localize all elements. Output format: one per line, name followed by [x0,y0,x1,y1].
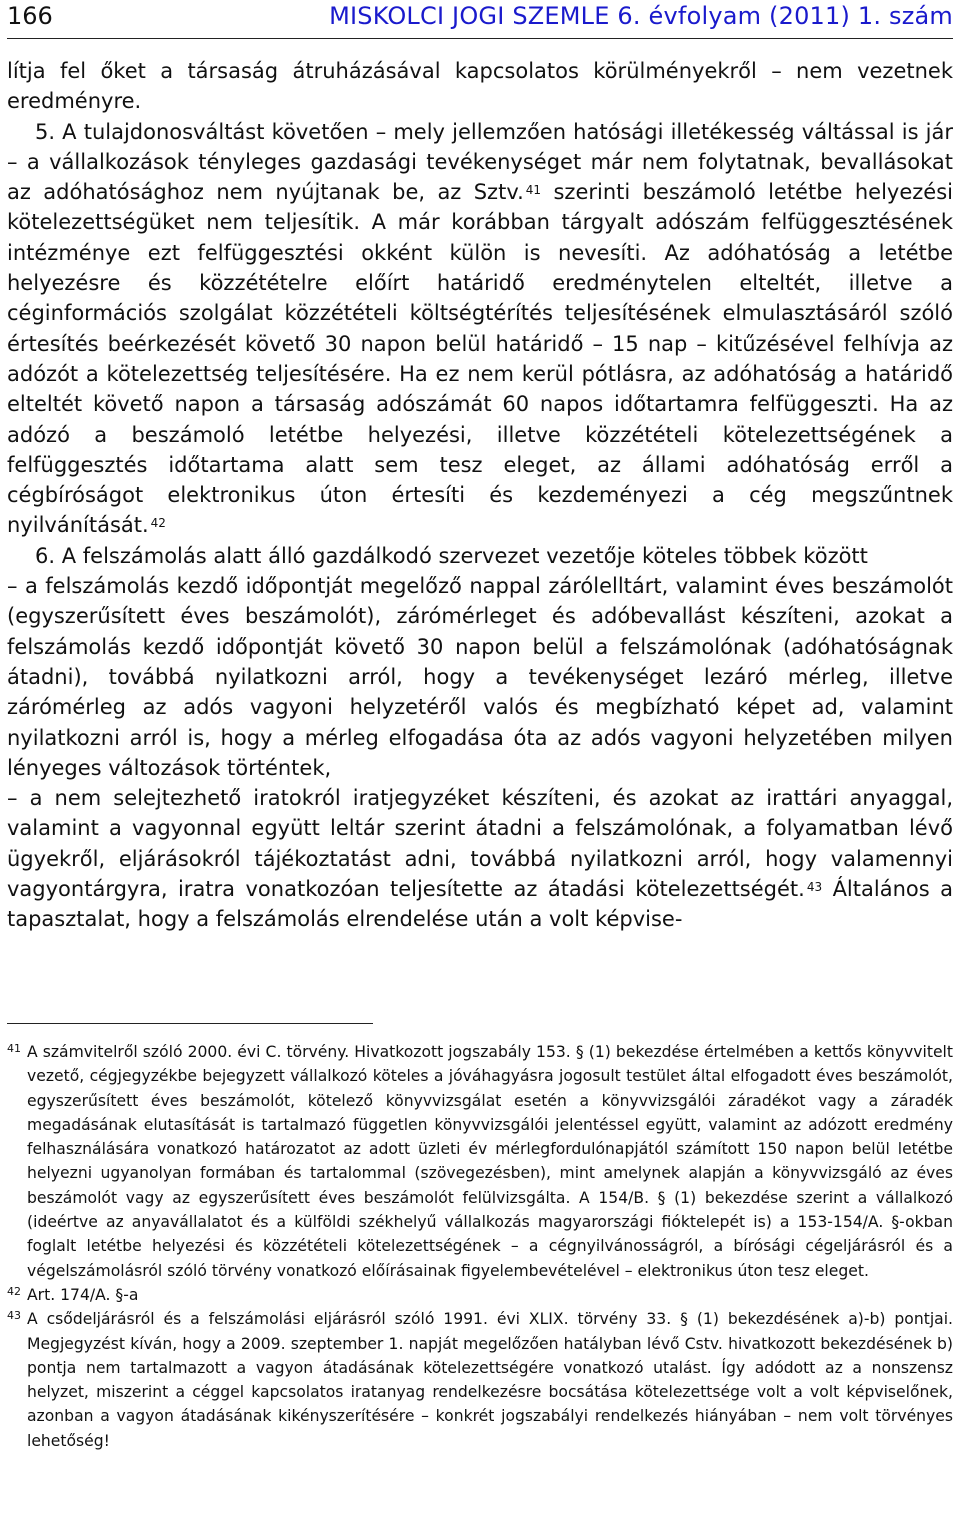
list-item-dash-2-part-2: Általános a tapasztalat, hogy a felszámolás elrendelése után a volt képvise- [7,877,953,932]
footnote-41 [7,1040,953,1283]
footnote-number: 41 [7,1042,21,1055]
footnote-number: 42 [7,1284,21,1298]
paragraph-6-intro [7,541,953,571]
page-number: 166 [7,2,53,30]
paragraph-6-intro-text: 6. A felszámolás alatt álló gazdálkodó szervezet vezetője köteles többek között [35,543,868,568]
list-item-dash-1-text: – a felszámolás kezdő időpontját megelőző nappal zárólelltárt, valamint éves beszámolót (egyszerűsített éves beszámolót), zárómérleget és adóbevallást készíteni, azokat a felszámolás kezdő időpontját követő 30 napon belül a felszámolónak (adóhatóságnak átadni), továbbá nyilatkozni arról, hogy a tevékenységet lezáró mérleg, illetve zárómérleg az adós vagyoni helyzetéről valós és megbízható képet ad, valamint nyilatkozni arról is, hogy a mérleg elfogadása óta az adós vagyoni helyzetében milyen lényeges változások történtek, [7,574,953,780]
footnote-separator [7,1023,373,1024]
paragraph-5-part-2: szerinti beszámoló letétbe helyezési kötelezettségüket nem teljesítik. A már korábban tárgyalt adószám felfüggesztésének intézménye ezt felfüggesztési okként külön is nevesíti. Az adóhatóság a letétbe helyezésre és közzétételre előírt határidő eredménytelen elteltét, illetve a céginformációs szolgálat közzétételi költségtérítés teljesítésének elmulasztásáról szóló értesítés beérkezését követő 30 napon belül határidő – 15 nap – kitűzésével felhívja az adózót a kötelezettség teljesítésére. Ha ez nem kerül pótlásra, az adóhatóság a határidő elteltét követő napon a társaság adószámát 60 napos időtartamra felfüggeszti. Ha az adózó a beszámoló letétbe helyezési, illetve közzétételi kötelezettségének a felfüggesztés időtartama alatt sem tesz eleget, az állami adóhatóság erről a cégbíróságot elektronikus úton értesíti és kezdeményezi a cég megszűntnek nyilvánítását. [7,180,953,538]
body-text [7,56,953,935]
paragraph-5 [7,117,953,541]
footnote-ref-42[interactable]: 42 [150,516,166,531]
footnote-ref-41[interactable]: 41 [525,183,542,198]
footnote-ref-43[interactable]: 43 [806,880,823,895]
footnote-number: 43 [7,1309,21,1323]
paragraph-continuation [7,56,953,117]
journal-title-link[interactable]: MISKOLCI JOGI SZEMLE 6. évfolyam (2011) 1. szám [329,2,953,30]
footnote-42 [7,1283,953,1307]
list-item-dash-1 [7,571,953,783]
footnote-43 [7,1307,953,1453]
running-header [7,0,953,39]
paragraph-5-part-1: 5. A tulajdonosváltást követően – mely jellemzően hatósági illetékesség váltással is jár – a vállalkozások tényleges gazdasági tevékenységet már nem folytatnak, bevallásokat az adóhatósághoz nem nyújtanak be, az Sztv. [7,119,953,205]
footnote-text: A csődeljárásról és a felszámolási eljárásról szóló 1991. évi XLIX. törvény 33. § (1) bekezdésének a)-b) pontjai. Megjegyzést kíván, hogy a 2009. szeptember 1. napját megelőzően hatályban lévő Cstv. hivatkozott bekezdésének b) pontja nem tartalmazott a vagyon átadásának kötelezettségére vonatkozó utalást. Így adódott az a nonszensz helyzet, miszerint a céggel kapcsolatos iratanyag rendelkezésre bocsátása kötelezettsége volt a volt képviselőnek, azonban a vagyon átadásának kikényszerítésére – konkrét jogszabályi rendelkezés hiányában – nem volt törvényes lehetőség! [27,1310,953,1450]
footnote-text: A számvitelről szóló 2000. évi C. törvény. Hivatkozott jogszabály 153. § (1) bekezdése értelmében a kettős könyvvitelt vezető, cégjegyzékbe bejegyzett vállalkozó köteles a jóváhagyásra jogosult testület által elfogadott éves beszámolót, egyszerűsített éves beszámolót, kötelező könyvvizsgálat esetén a könyvvizsgálói záradékot vagy a záradék megadásának elutasítását is tartalmazó független könyvvizsgálói jelentéssel együtt, valamint az adózott eredmény felhasználására vonatkozó határozatot az adott üzleti év mérlegfordulónapjától számított 150 napon belül letétbe helyezni ugyanolyan formában és tartalommal (szövegezésben), mint amelynek alapján a könyvvizsgáló az éves beszámolót vagy az egyszerűsített éves beszámolót felülvizsgálta. A 154/B. § (1) bekezdése szerint a vállalkozó (ideértve az anyavállalatot és a külföldi székhelyű vállalkozás magyarországi fióktelepét is) a 153-154/A. §-okban foglalt letétbe helyezési és közzétételi kötelezettségének – a cégnyilvánosságról, a bírósági cégeljárásról és a végelszámolásról szóló törvény vonatkozó előírásainak figyelembevételével – elektronikus úton tesz eleget. [27,1043,953,1280]
footnote-text: Art. 174/A. §-a [27,1285,139,1304]
footnotes [7,1040,953,1453]
list-item-dash-2 [7,783,953,934]
list-item-dash-2-part-1: – a nem selejtezhető iratokról iratjegyzéket készíteni, és azokat az irattári anyaggal, valamint a vagyonnal együtt leltár szerint átadni a felszámolónak, a folyamatban lévő ügyekről, eljárásokról tájékoztatást adni, továbbá nyilatkozni arról, hogy valamennyi vagyontárgyra, iratra vonatkozóan teljesítette az átadási kötelezettségét. [7,786,953,902]
paragraph-continuation-text: lítja fel őket a társaság átruházásával kapcsolatos körülményekről – nem vezetnek eredményre. [7,59,953,114]
